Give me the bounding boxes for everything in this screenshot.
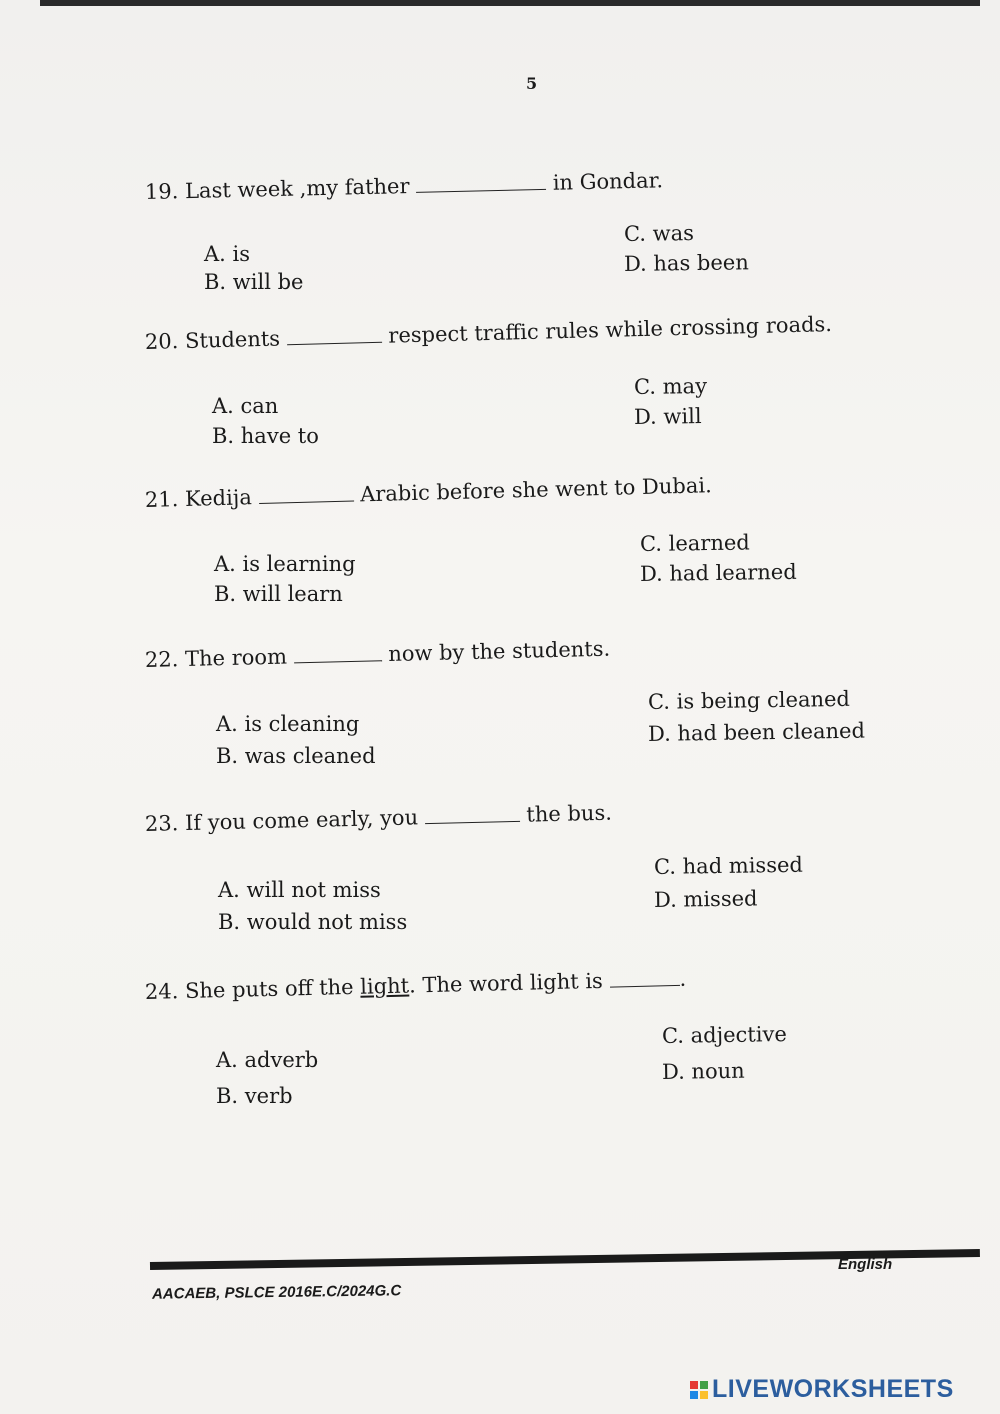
question-text-before: Kedija xyxy=(184,485,253,511)
underlined-word: light xyxy=(359,973,410,999)
option-d[interactable]: D. had been cleaned xyxy=(647,718,866,746)
answer-blank[interactable] xyxy=(258,487,353,504)
question-text-after: respect traffic rules while crossing roads. xyxy=(388,312,833,348)
logo-square-yellow xyxy=(700,1391,708,1399)
question-stem xyxy=(145,473,712,512)
logo-square-blue xyxy=(690,1391,698,1399)
option-b[interactable]: B. have to xyxy=(212,424,319,448)
question-number: 20. xyxy=(144,329,179,354)
footer-subject: English xyxy=(838,1256,893,1273)
answer-blank[interactable] xyxy=(425,807,520,824)
option-b[interactable]: B. will be xyxy=(204,270,304,294)
question-number: 19. xyxy=(144,179,179,204)
option-b[interactable]: B. verb xyxy=(216,1084,293,1108)
option-a[interactable]: A. is cleaning xyxy=(216,712,360,736)
option-a[interactable]: A. is learning xyxy=(214,552,356,576)
question-text-middle: . The word light is xyxy=(408,968,604,998)
option-d[interactable]: D. will xyxy=(633,404,702,429)
question-text-after: the bus. xyxy=(526,800,613,827)
option-d[interactable]: D. missed xyxy=(653,886,758,912)
question-text-before: If you come early, you xyxy=(184,805,419,836)
footer-exam-code: AACAEB, PSLCE 2016E.C/2024G.C xyxy=(151,1282,402,1303)
question-number: 21. xyxy=(144,487,179,512)
option-a[interactable]: A. can xyxy=(212,394,279,418)
option-c[interactable]: C. is being cleaned xyxy=(647,686,851,714)
question-text-after: Arabic before she went to Dubai. xyxy=(359,473,713,507)
question-number: 23. xyxy=(144,811,179,836)
answer-blank[interactable] xyxy=(416,175,546,193)
question-stem xyxy=(145,637,611,672)
option-c[interactable]: C. learned xyxy=(639,530,750,556)
question-number: 24. xyxy=(144,979,179,1004)
question-stem xyxy=(145,168,664,204)
page-number: 5 xyxy=(526,74,538,93)
answer-blank[interactable] xyxy=(286,328,381,345)
option-c[interactable]: C. may xyxy=(633,373,708,399)
option-a[interactable]: A. will not miss xyxy=(218,878,381,902)
option-c[interactable]: C. adjective xyxy=(661,1022,787,1048)
option-c[interactable]: C. was xyxy=(623,221,695,246)
question-stem xyxy=(145,967,687,1004)
logo-square-green xyxy=(700,1381,708,1389)
question-text-after: in Gondar. xyxy=(552,168,664,195)
option-b[interactable]: B. will learn xyxy=(214,582,343,606)
option-b[interactable]: B. was cleaned xyxy=(216,744,376,768)
option-a[interactable]: A. is xyxy=(204,242,251,266)
question-text-before: Students xyxy=(184,326,281,353)
question-stem xyxy=(145,801,612,836)
option-d[interactable]: D. had learned xyxy=(639,559,797,586)
watermark-text: LIVEWORKSHEETS xyxy=(712,1375,954,1403)
answer-blank[interactable] xyxy=(609,971,679,988)
liveworksheets-logo-icon xyxy=(690,1381,708,1399)
option-b[interactable]: B. would not miss xyxy=(218,910,408,934)
option-c[interactable]: C. had missed xyxy=(653,852,804,879)
question-number: 22. xyxy=(144,647,179,672)
option-a[interactable]: A. adverb xyxy=(216,1048,319,1072)
watermark xyxy=(690,1375,954,1404)
question-stem xyxy=(145,312,833,354)
question-text-before: The room xyxy=(184,644,288,672)
question-text-after: now by the students. xyxy=(387,636,611,667)
logo-square-red xyxy=(690,1381,698,1389)
question-text-before: Last week ,my father xyxy=(184,174,410,204)
question-text-before: She puts off the xyxy=(184,974,354,1004)
option-d[interactable]: D. has been xyxy=(623,250,749,276)
question-text-after: . xyxy=(679,966,687,991)
answer-blank[interactable] xyxy=(293,646,381,663)
option-d[interactable]: D. noun xyxy=(661,1058,745,1084)
